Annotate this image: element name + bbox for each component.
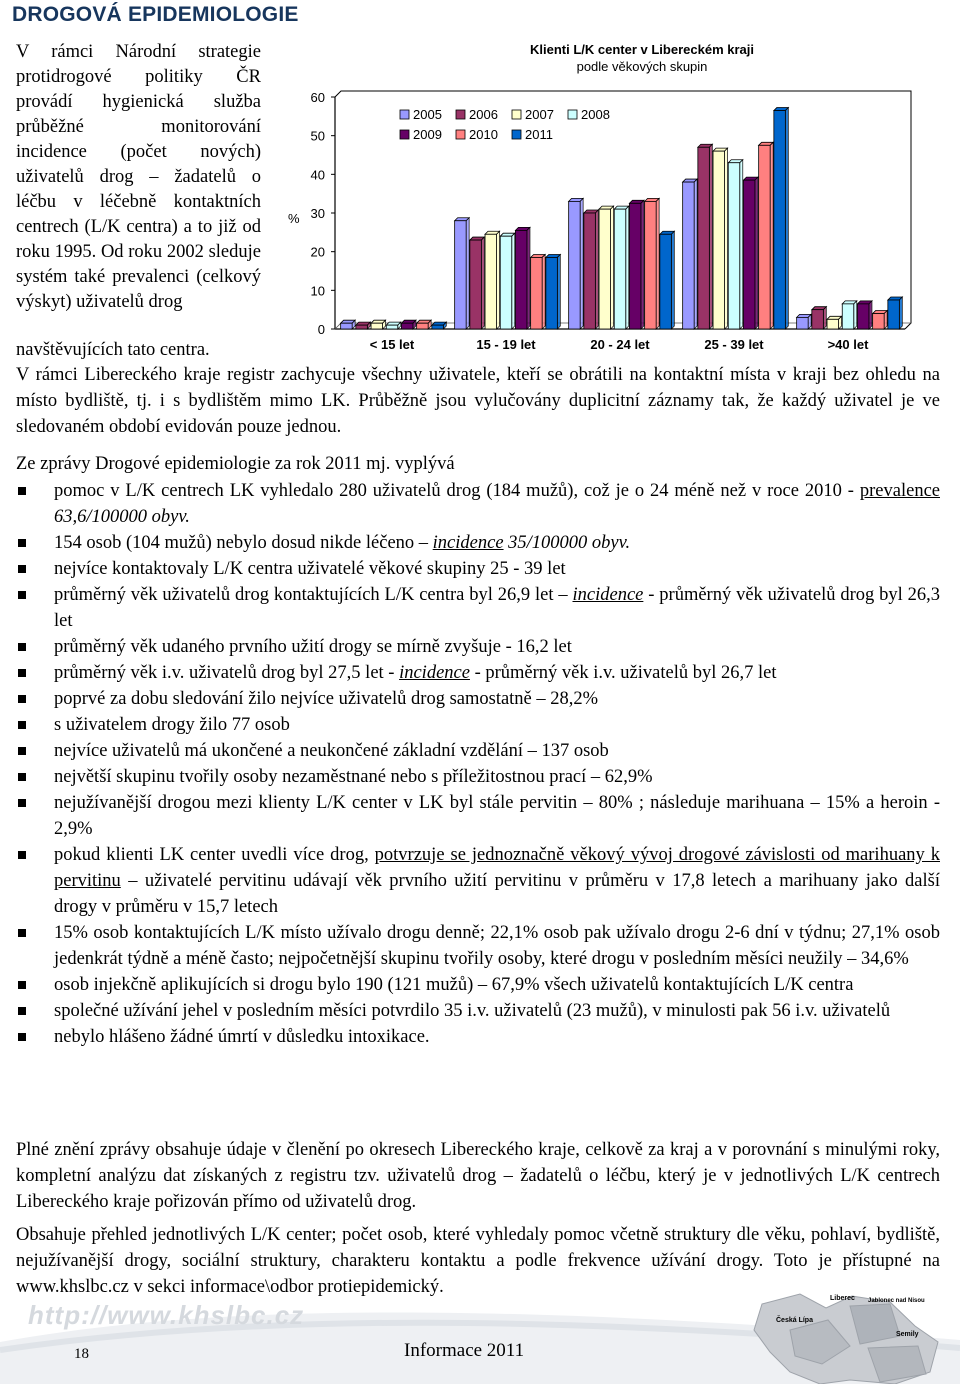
bar — [584, 210, 599, 329]
footer-info: Informace 2011 — [404, 1340, 525, 1361]
bullet-icon — [18, 981, 26, 989]
bar-side — [770, 142, 773, 329]
y-tick-label: 40 — [310, 167, 325, 183]
bar-side — [557, 254, 560, 329]
bar — [698, 144, 713, 329]
page-number: 18 — [74, 1346, 89, 1362]
bar — [470, 237, 485, 329]
bar-front — [797, 317, 809, 329]
bar — [500, 233, 515, 329]
bar-front — [455, 221, 467, 329]
y-tick-label: 0 — [317, 322, 325, 337]
bar-front — [698, 147, 710, 329]
list-item: 15% osob kontaktujících L/K místo užívalo drogu denně; 22,1% osob pak užívalo drogu 2-6 dní v týdnu; 27,1% osob jedenkrát týdně a méně často; nejpočetnější skupinu tvořily osoby, které drogu v posledním měsíci neužily – 34,6% — [16, 920, 940, 972]
bar-front — [842, 304, 854, 329]
bar-side — [497, 231, 500, 329]
bullet-icon — [18, 799, 26, 807]
age-group-bar-chart — [280, 36, 920, 366]
bar-side — [527, 227, 530, 329]
bar-side — [694, 179, 697, 329]
list-item: průměrný věk udaného prvního užití drogy se mírně zvyšuje - 16,2 let — [16, 634, 940, 660]
x-tick-label: 25 - 39 let — [704, 337, 764, 352]
bar-front — [713, 151, 725, 329]
bar — [371, 320, 386, 329]
legend-label: 2007 — [525, 107, 554, 122]
intro-paragraph-end: navštěvujících tato centra. — [16, 340, 210, 360]
bar — [629, 200, 644, 329]
list-item: osob injekčně aplikujících si drogu bylo 190 (121 mužů) – 67,9% všech uživatelů kontaktujících L/K centra — [16, 972, 940, 998]
bar-front — [356, 325, 368, 329]
list-item: průměrný věk uživatelů drog kontaktujících L/K centra byl 26,9 let – incidence - průměrný věk uživatelů drog byl 26,3 let — [16, 582, 940, 634]
bullet-icon — [18, 1007, 26, 1015]
bar-front — [888, 300, 900, 329]
y-tick-label: 20 — [310, 244, 325, 260]
bar — [842, 301, 857, 329]
bar-side — [481, 237, 484, 329]
bar-front — [728, 163, 740, 329]
y-tick-label: 50 — [310, 128, 325, 144]
bar-side — [740, 160, 743, 329]
chart-subtitle: podle věkových skupin — [576, 59, 708, 74]
bar — [417, 320, 432, 329]
bullet-icon — [18, 591, 26, 599]
bar — [728, 160, 743, 329]
bar-side — [785, 108, 788, 329]
bar-front — [401, 323, 413, 329]
bar-front — [470, 240, 482, 329]
map-label-semily: Semily — [896, 1331, 919, 1338]
bar-side — [641, 200, 644, 329]
page-title: DROGOVÁ EPIDEMIOLOGIE — [12, 3, 299, 26]
list-item: pomoc v L/K centrech LK vyhledalo 280 uživatelů drog (184 mužů), což je o 24 méně než v roce 2010 - prevalence 63,6/100000 obyv. — [16, 478, 940, 530]
list-item: poprvé za dobu sledování žilo nejvíce uživatelů drog samostatně – 28,2% — [16, 686, 940, 712]
bar-side — [884, 311, 887, 329]
bullet-icon — [18, 695, 26, 703]
bar-front — [683, 182, 695, 329]
bar-side — [580, 198, 583, 329]
list-item: nejvíce uživatelů má ukončené a neukončené základní vzdělání – 137 osob — [16, 738, 940, 764]
x-tick-label: < 15 let — [369, 337, 415, 352]
report-intro: Ze zprávy Drogové epidemiologie za rok 2011 mj. vyplývá — [16, 454, 455, 474]
bar — [743, 177, 758, 329]
bar-front — [614, 209, 626, 329]
bar — [531, 254, 546, 329]
legend-label: 2008 — [581, 107, 610, 122]
list-item: průměrný věk i.v. uživatelů drog byl 27,5 let - incidence - průměrný věk i.v. uživatelů byl 26,7 let — [16, 660, 940, 686]
bar — [455, 218, 470, 329]
bar-front — [386, 325, 398, 329]
bar — [569, 198, 584, 329]
bullet-icon — [18, 747, 26, 755]
bar-front — [629, 203, 641, 329]
full-report-paragraph: Plné znění zprávy obsahuje údaje v členění po okresech Libereckého kraje, celkově za kraj a v porovnání s minulými roky, kompletní analýzu dat získaných z registru tzv. uživatelů drog – žadatelů o léčbu, který je v jednotlivých L/K centrech Libereckého kraje pořizován přímo od uživatelů drog. — [16, 1140, 940, 1212]
legend-swatch — [400, 110, 409, 119]
bar — [599, 206, 614, 329]
chart-y-axis-label: % — [288, 211, 300, 226]
list-item: nejvíce kontaktovaly L/K centra uživatelé věkové skupiny 25 - 39 let — [16, 556, 940, 582]
bar — [888, 297, 903, 329]
findings-list — [16, 478, 940, 1050]
bullet-icon — [18, 643, 26, 651]
legend-swatch — [456, 110, 465, 119]
list-item: s uživatelem drogy žilo 77 osob — [16, 712, 940, 738]
overview-paragraph: Obsahuje přehled jednotlivých L/K center; počet osob, které vyhledaly pomoc včetně struktury dle věku, pohlaví, bydliště, nejužívanější drogy, sociální struktury, charakteru kontaktu a podle frekvence užívání drogy. Toto je přístupné na www.khslbc.cz v sekci informace\odbor protiepidemický. — [16, 1225, 940, 1297]
bar-front — [743, 180, 755, 329]
bullet-icon — [18, 539, 26, 547]
legend-label: 2010 — [469, 127, 498, 142]
legend-label: 2005 — [413, 107, 442, 122]
bar-front — [759, 145, 771, 329]
bar-side — [854, 301, 857, 329]
bar — [660, 231, 675, 329]
bar — [812, 307, 827, 329]
bar-side — [595, 210, 598, 329]
bar-side — [823, 307, 826, 329]
bar — [713, 148, 728, 329]
bar — [401, 320, 416, 329]
x-tick-label: 15 - 19 let — [476, 337, 536, 352]
bar-front — [417, 323, 429, 329]
bar-side — [709, 144, 712, 329]
y-tick-label: 30 — [310, 206, 325, 221]
bar-side — [671, 231, 674, 329]
legend-swatch — [400, 130, 409, 139]
bar-side — [512, 233, 515, 329]
bar-front — [660, 234, 672, 329]
list-item: společné užívání jehel v posledním měsíci potvrdilo 35 i.v. uživatelů (23 mužů), v minulosti pak 56 i.v. uživatelů — [16, 998, 940, 1024]
bar — [356, 322, 371, 329]
bar-side — [899, 297, 902, 329]
bar — [827, 316, 842, 329]
bar-front — [546, 257, 558, 329]
y-tick-label: 10 — [310, 283, 325, 299]
bar — [546, 254, 561, 329]
list-item: největší skupinu tvořily osoby nezaměstnané nebo s příležitostnou prací – 62,9% — [16, 764, 940, 790]
bar-side — [611, 206, 614, 329]
bullet-icon — [18, 565, 26, 573]
bar — [386, 322, 401, 329]
bar-front — [432, 325, 444, 329]
bar — [341, 320, 356, 329]
intro-paragraph: V rámci Národní strategie protidrogové politiky ČR provádí hygienická služba průběžné monitorování incidence (počet nových) uživatelů drog – žadatelů o léčbu v léčebně kontaktních centrech (L/K centra) a to již od roku 1995. Od roku 2002 sleduje systém také prevalenci (celkový výskyt) uživatelů drog — [16, 42, 261, 312]
bar-front — [599, 209, 611, 329]
bar-side — [725, 148, 728, 329]
list-item: nebylo hlášeno žádné úmrtí v důsledku intoxikace. — [16, 1024, 940, 1050]
bullet-icon — [18, 1033, 26, 1041]
bar-side — [869, 301, 872, 329]
x-tick-label: 20 - 24 let — [590, 337, 650, 352]
legend-swatch — [456, 130, 465, 139]
bar — [645, 198, 660, 329]
bar-side — [626, 206, 629, 329]
legend-label: 2011 — [525, 127, 553, 142]
bar-front — [371, 323, 383, 329]
chart-title: Klienti L/K center v Libereckém kraji — [530, 42, 754, 57]
bar — [683, 179, 698, 329]
footer-url-watermark: http://www.khslbc.cz — [28, 1300, 305, 1330]
bar-side — [656, 198, 659, 329]
bullet-icon — [18, 929, 26, 937]
bar-front — [812, 310, 824, 329]
bar — [614, 206, 629, 329]
bar-side — [808, 314, 811, 329]
registry-paragraph: V rámci Libereckého kraje registr zachycuje všechny uživatele, kteří se obrátili na kontaktní místa v kraji bez ohledu na místo bydliště, tj. i s bydlištěm mimo LK. Průběžně jsou vylučovány duplicitní záznamy tak, že každý uživatel je ve sledovaném období evidován pouze jednou. — [16, 365, 940, 437]
map-label-ceska-lipa: Česká Lípa — [776, 1317, 813, 1324]
bar-front — [774, 111, 786, 329]
bar-front — [515, 230, 527, 329]
bar — [485, 231, 500, 329]
legend-swatch — [512, 110, 521, 119]
map-label-liberec: Liberec — [830, 1295, 855, 1302]
bullet-icon — [18, 721, 26, 729]
bullet-icon — [18, 851, 26, 859]
legend-label: 2006 — [469, 107, 498, 122]
bullet-icon — [18, 773, 26, 781]
bar — [759, 142, 774, 329]
bar-side — [542, 254, 545, 329]
bar — [774, 108, 789, 329]
list-item: pokud klienti LK center uvedli více drog, potvrzuje se jednoznačně věkový vývoj drogové závislosti od marihuany k pervitinu – uživatelé pervitinu udávají věk prvního užití pervitinu v průměru v 17,8 letech a marihuany jako další drogy v průměru v 15,7 letech — [16, 842, 940, 920]
bar-front — [500, 236, 512, 329]
bar — [873, 311, 888, 329]
bar-front — [873, 314, 885, 329]
bar-front — [531, 257, 543, 329]
map-label-jablonec: Jablonec nad Nisou — [868, 1298, 925, 1304]
bar-front — [485, 234, 497, 329]
bar-front — [584, 213, 596, 329]
legend-swatch — [568, 110, 577, 119]
legend-label: 2009 — [413, 127, 442, 142]
bar — [797, 314, 812, 329]
bar — [857, 301, 872, 329]
bar-side — [755, 177, 758, 329]
bar-front — [569, 201, 581, 329]
bullet-icon — [18, 487, 26, 495]
bar — [515, 227, 530, 329]
bullet-icon — [18, 669, 26, 677]
bar-front — [645, 201, 657, 329]
bar — [432, 322, 447, 329]
list-item: 154 osob (104 mužů) nebylo dosud nikde léčeno – incidence 35/100000 obyv. — [16, 530, 940, 556]
legend-swatch — [512, 130, 521, 139]
bar-front — [857, 304, 869, 329]
bar-side — [466, 218, 469, 329]
x-tick-label: >40 let — [827, 337, 869, 352]
y-tick-label: 60 — [310, 90, 325, 105]
list-item: nejužívanější drogou mezi klienty L/K center v LK byl stále pervitin – 80% ; následuje marihuana – 15% a heroin - 2,9% — [16, 790, 940, 842]
bar-front — [827, 319, 839, 329]
bar-front — [341, 323, 353, 329]
